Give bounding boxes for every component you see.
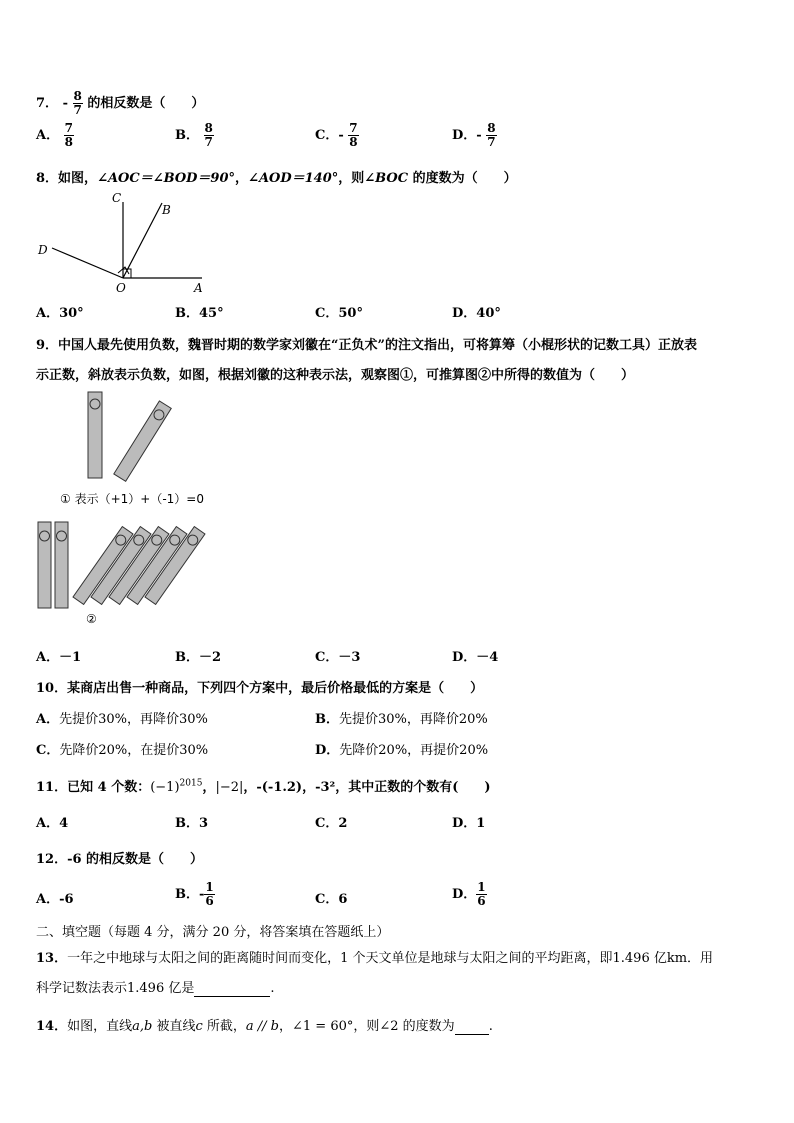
q14-parallel: a // b [245, 1019, 279, 1034]
q9-figure-1-caption: ① 表示（+1）+（-1）=0 [60, 492, 204, 506]
q7-stem-tail: 的相反数是（ ） [87, 96, 205, 111]
q8-expr1: ∠AOC＝∠BOD＝90° [97, 171, 236, 186]
q14-vars: a,b [132, 1019, 153, 1034]
q8-text: 的度数为（ ） [408, 171, 517, 186]
q14-stem: 14．如图，直线a,b 被直线c 所截，a // b，∠1 = 60°，则∠2 的度数为 . [36, 1019, 493, 1034]
q7-option-c [315, 122, 359, 149]
q7-option-d [452, 122, 497, 149]
option-fraction: $\frac{7}{8}$ [64, 121, 73, 149]
q8-option-c: C．50° [315, 306, 363, 321]
q11-option-b: B．3 [175, 816, 209, 831]
q7-number: 7． [36, 96, 59, 111]
q11-option-a: A．4 [36, 816, 69, 831]
option-label: A． [36, 128, 60, 143]
q11-stem: 11．已知 4 个数：$(-1)^{2015}$，|−2|，-(-1.2)，-3²，其中正数的个数有( ) [36, 778, 491, 795]
q9-line2: 示正数，斜放表示负数，如图，根据刘徽的这种表示法，观察图①，可推算图②中所得的数值为（ ） [36, 368, 635, 383]
q14-var-c: c [195, 1019, 203, 1034]
q11-power: $(-1)^{2015}$ [150, 778, 203, 795]
q9-figure-1 [80, 390, 190, 490]
slanted-rod [114, 401, 171, 481]
q9-line1: 9．中国人最先使用负数，魏晋时期的数学家刘徽在“正负术”的注文指出，可将算筹（小棍形状的记数工具）正放表 [36, 338, 698, 353]
option-sign: - [476, 128, 482, 143]
q9-figure-2-caption: ② [86, 612, 97, 626]
section-heading: 二、填空题（每题 4 分，满分 20 分，将答案填在答题纸上） [36, 925, 390, 940]
option-label: C． [315, 128, 339, 143]
q12-option-c: C．6 [315, 892, 348, 907]
option-fraction: $\frac{1}{6}$ [205, 880, 214, 908]
option-label: B． [175, 128, 199, 143]
label-c: C [112, 191, 122, 205]
q8-angle-figure [30, 188, 215, 298]
q7-minus: - [62, 96, 68, 111]
label-d: D [38, 243, 48, 257]
label-a: A [194, 281, 203, 295]
q12-stem: 12．-6 的相反数是（ ） [36, 852, 204, 867]
q13-line1: 13．一年之中地球与太阳之间的距离随时间而变化，1 个天文单位是地球与太阳之间的平均距离，即1.496 亿km．用 [36, 951, 714, 966]
q8-number: 8． [36, 171, 59, 186]
q9-figure-2 [30, 518, 210, 614]
q11-absolute-value: |−2| [215, 780, 244, 795]
q7-stem-fraction: $\frac{8}{7}$ [73, 89, 82, 117]
answer-blank [194, 981, 270, 997]
q7-option-a [36, 122, 74, 149]
q10-option-c: C．先降价20%，在提价30% [36, 743, 209, 758]
q13-line2: 科学记数法表示1.496 亿是 . [36, 981, 275, 996]
answer-blank [455, 1019, 489, 1035]
ray-od [52, 248, 123, 278]
label-b: B [162, 203, 171, 217]
q12-option-d: D． $\frac{1}{6}$ [452, 880, 486, 908]
q10-stem: 10．某商店出售一种商品，下列四个方案中，最后价格最低的方案是（ ） [36, 681, 484, 696]
option-label: D． [452, 128, 477, 143]
q8-sep: ， [235, 171, 249, 186]
q9-option-a: A．－1 [36, 650, 82, 665]
q14-angle1: ∠1 = 60° [292, 1019, 354, 1034]
q8-expr2: ∠AOD＝140° [248, 171, 339, 186]
q7-stem [36, 90, 204, 117]
q11-option-d: D．1 [452, 816, 486, 831]
q12-option-a: A．-6 [36, 892, 74, 907]
option-fraction: $\frac{1}{6}$ [477, 880, 486, 908]
q10-option-d: D．先降价20%，再提价20% [315, 743, 489, 758]
ray-ob [123, 203, 162, 278]
option-sign: - [338, 128, 344, 143]
q11-option-c: C．2 [315, 816, 348, 831]
q8-option-d: D．40° [452, 306, 501, 321]
option-fraction: $\frac{8}{7}$ [487, 121, 496, 149]
option-fraction: $\frac{7}{8}$ [349, 121, 358, 149]
q8-text: ，则 [338, 171, 365, 186]
q8-expr3: ∠BOC [364, 171, 409, 186]
q8-stem [36, 167, 517, 186]
q12-option-b: B．- $\frac{1}{6}$ [175, 880, 214, 908]
q9-option-d: D．－4 [452, 650, 499, 665]
option-fraction: $\frac{8}{7}$ [204, 121, 213, 149]
q7-option-b [175, 122, 214, 149]
q8-option-a: A．30° [36, 306, 84, 321]
q9-option-c: C．－3 [315, 650, 361, 665]
q10-option-a: A．先提价30%，再降价30% [36, 712, 208, 727]
q9-option-b: B．－2 [175, 650, 222, 665]
q10-option-b: B．先提价30%，再降价20% [315, 712, 488, 727]
q8-option-b: B．45° [175, 306, 224, 321]
q8-text: 如图， [58, 171, 98, 186]
label-o: O [116, 281, 126, 295]
